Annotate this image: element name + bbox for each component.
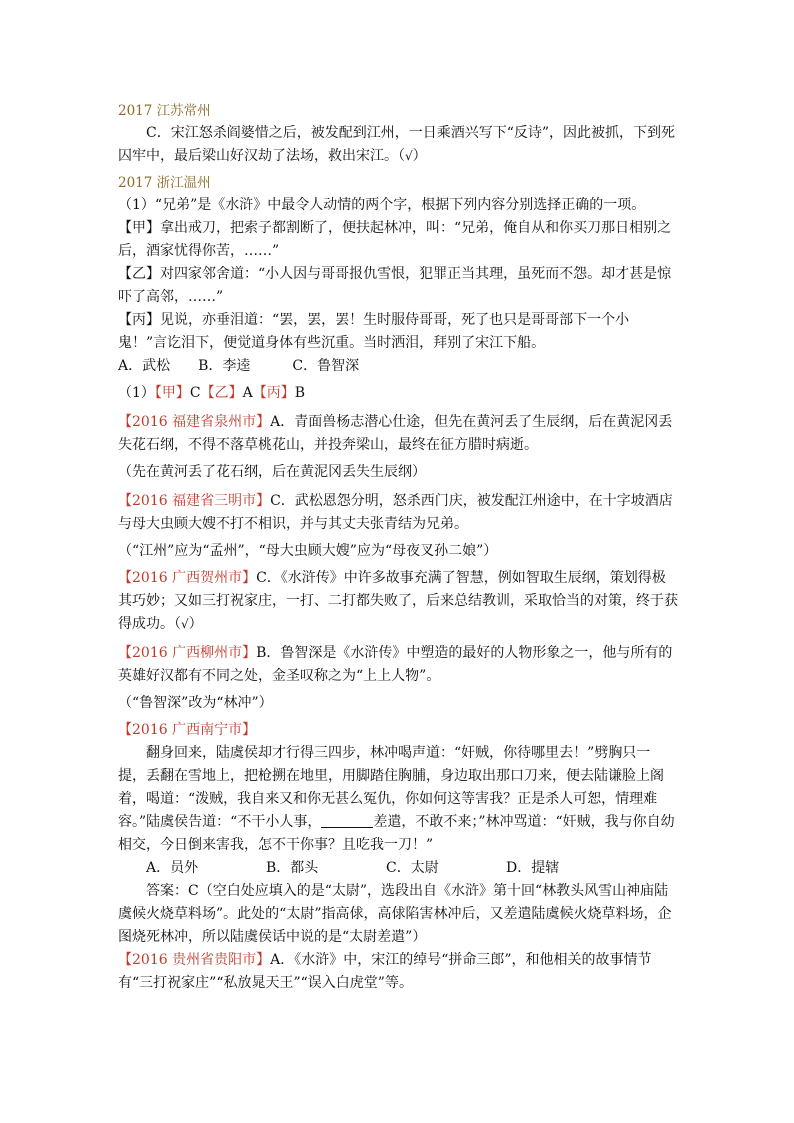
source-label: 【2016 广西贺州市】 [118, 570, 257, 586]
item-quanzhou: 【2016 福建省泉州市】A．青面兽杨志潜心仕途，但先在黄河丢了生辰纲，后在黄泥冈丢失花石纲，不得不落草桃花山，并投奔梁山，最终在征方腊时病逝。 [118, 414, 673, 453]
fill-blank [321, 813, 373, 828]
source-label: 【2016 福建省三明市】 [118, 493, 271, 509]
source-label: 【2016 贵州省贵阳市】 [118, 952, 271, 968]
document-body [118, 100, 678, 995]
passage-yi: 【乙】对四家邻舍道：“小人因与哥哥报仇雪恨，犯罪正当其理，虽死而不怨。却才甚是惊吓了高邻，……” [118, 266, 672, 305]
item-text-close: ） [412, 148, 427, 164]
item-text: C．宋江怒杀阎婆惜之后，被发配到江州，一日乘酒兴写下“反诗”，因此被抓，下到死囚牢中，最后梁山好汉劫了法场，救出宋江。（ [118, 125, 676, 164]
correction-note: （“江州”应为“孟州”，“母大虫顾大嫂”应为“母夜叉孙二娘”） [118, 543, 498, 559]
answer-line: （1）【甲】C【乙】A【丙】B [118, 385, 306, 401]
item-liuzhou: 【2016 广西柳州市】B．鲁智深是《水浒传》中塑造的最好的人物形象之一，他与所有的英雄好汉都有不同之处，金圣叹称之为“上上人物”。 [118, 645, 673, 684]
question-text: （1）“兄弟”是《水浒》中最令人动情的两个字，根据下列内容分别选择正确的一项。 [118, 197, 646, 213]
section-header-changzhou: 2017 江苏常州 [118, 103, 211, 119]
source-label: 【2016 福建省泉州市】 [118, 414, 271, 430]
choice-d: D．提辖 [506, 860, 560, 876]
choice-c: C．太尉 [386, 860, 439, 876]
item-sanming: 【2016 福建省三明市】C．武松恩怨分明，怒杀西门庆，被发配江州途中，在十字坡酒店与母大虫顾大嫂不打不相识，并与其丈夫张青结为兄弟。 [118, 493, 673, 532]
choice-a: A．员外 [146, 860, 199, 876]
answer-explanation: 答案：C（空白处应填入的是“太尉”，选段出自《水浒》第十回“林教头风雪山神庙陆虞候火烧草料场”。此处的“太尉”指高俅，高俅陷害林冲后，又差遣陆虞候火烧草料场，企图烧死林冲，所以陆虞侯话中说的是“太尉差遣”） [118, 883, 672, 945]
item-guiyang: 【2016 贵州省贵阳市】A．《水浒》中，宋江的绰号“拼命三郎”，和他相关的故事情节有“三打祝家庄”“私放晁天王”“误入白虎堂”等。 [118, 952, 652, 991]
choice-list [118, 857, 678, 880]
checkmark-icon: √ [181, 617, 189, 631]
correction-note: （“鲁智深”改为“林冲”） [118, 695, 273, 711]
passage-bing: 【丙】见说，亦垂泪道：“罢，罢，罢！生时服侍哥哥，死了也只是哥哥部下一个小鬼！”言讫泪下，便觉道身体有些沉重。当时洒泪，拜别了宋江下船。 [118, 312, 630, 351]
checkmark-icon: √ [405, 149, 413, 163]
item-hezhou: 【2016 广西贺州市】C．《水浒传》中许多故事充满了智慧，例如智取生辰纲，策划得极其巧妙；又如三打祝家庄，一打、二打都失败了，后来总结教训，采取恰当的对策，终于获得成功。（√） [118, 570, 678, 632]
source-label-nanning: 【2016 广西南宁市】 [118, 722, 257, 738]
passage-jia: 【甲】拿出戒刀，把索子都割断了，便扶起林冲，叫：“兄弟，俺自从和你买刀那日相别之后，酒家忧得你苦，……” [118, 220, 672, 259]
choice-b: B．都头 [266, 860, 319, 876]
item-changzhou [118, 122, 678, 168]
answer-options: A．武松 B．李逵 C．鲁智深 [118, 358, 360, 374]
passage-nanning: 翻身回来，陆虞侯却才行得三四步，林冲喝声道：“奸贼，你待哪里去！”劈胸只一提，丢翻在雪地上，把枪搠在地里，用脚踏住胸脯，身边取出那口刀来，便去陆谦脸上阁着，喝道：“泼贼，我自来又和你无甚么冤仇，你如何这等害我？正是杀人可恕，情理难容。”陆虞侯告道：“不干小人事， 差遣，不敢不来；”林冲骂道：“奸贼，我与你自幼相交，今日倒来害我，怎不干你事？且吃我一刀！” [118, 745, 675, 853]
source-label: 【2016 广西柳州市】 [118, 645, 257, 661]
correction-note: （先在黄河丢了花石纲，后在黄泥冈丢失生辰纲） [118, 464, 426, 480]
section-header-wenzhou: 2017 浙江温州 [118, 175, 211, 191]
